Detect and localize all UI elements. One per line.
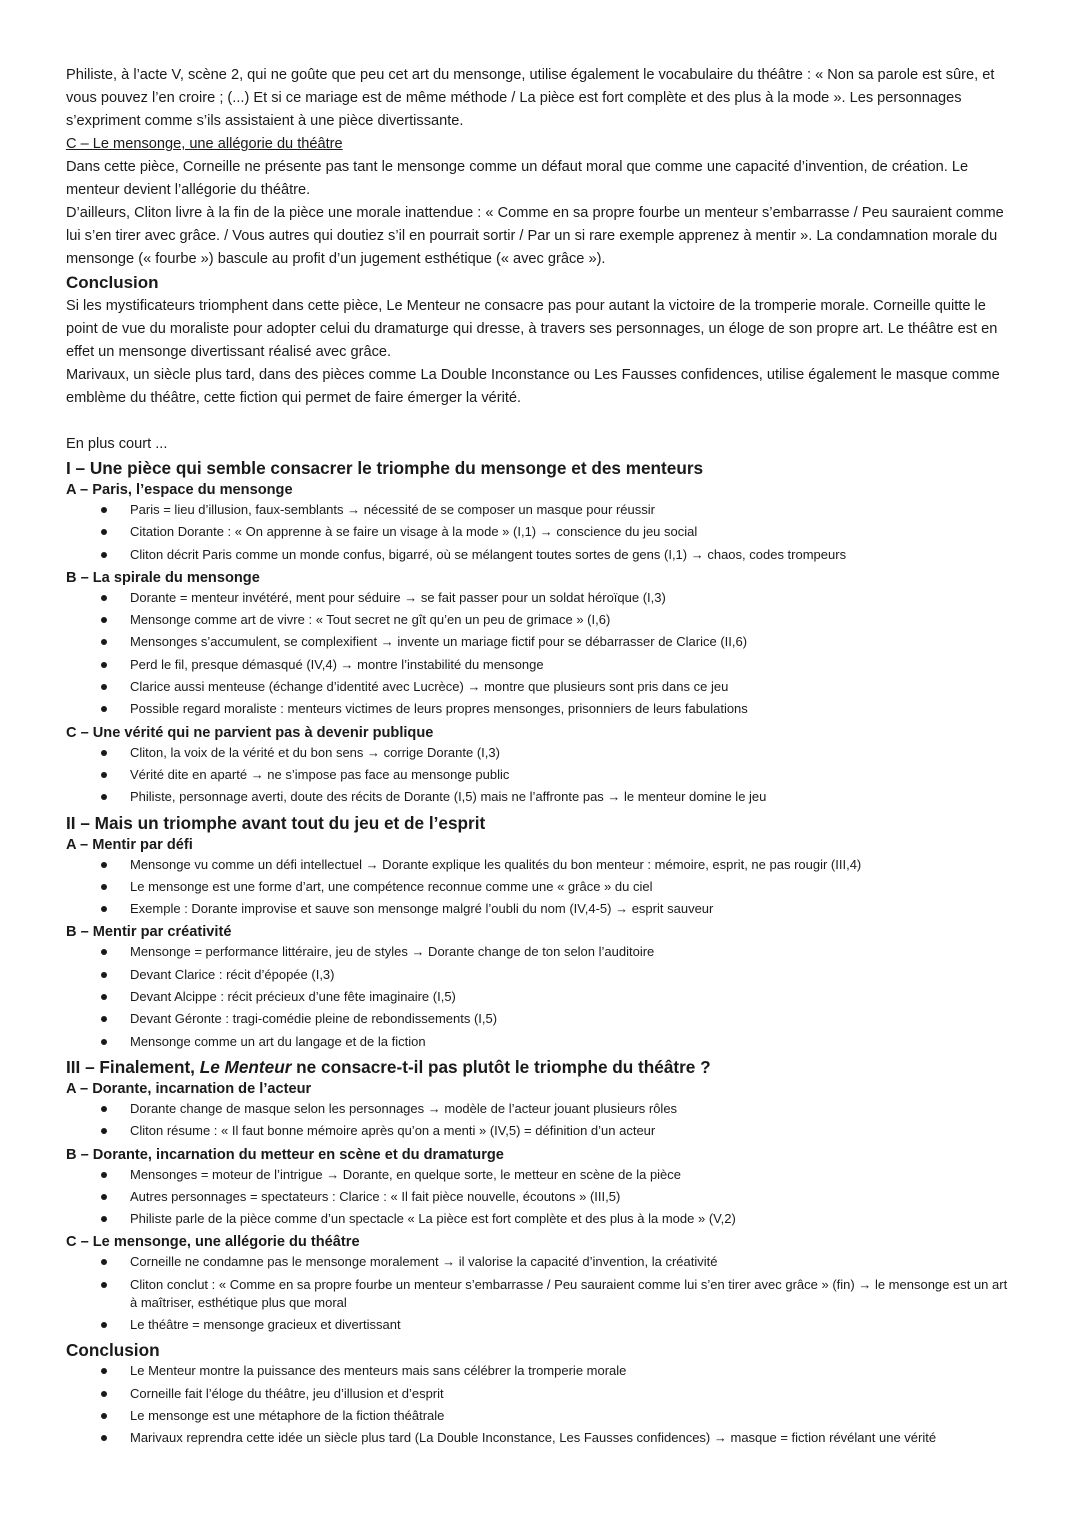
part-2-b-title: B – Mentir par créativité bbox=[66, 924, 232, 941]
part-3-title bbox=[66, 1055, 1016, 1079]
short-conclusion-list bbox=[66, 1362, 1016, 1447]
list-item: Mensonges = moteur de l’intrigue → Dorante, en quelque sorte, le metteur en scène de la pièce bbox=[66, 1166, 1016, 1184]
document-page bbox=[66, 64, 1016, 1452]
paragraph-philiste: Philiste, à l’acte V, scène 2, qui ne goûte que peu cet art du mensonge, utilise également le vocabulaire du théâtre : « Non sa parole est sûre, et vous pouvez l’en croire ; (...) Et si ce mariage est de même méthode / La pièce est fort complète et des plus à la mode ». Les personnages s’expriment comme s’ils assistaient à une pièce divertissante. bbox=[66, 67, 995, 129]
part-1-b-list bbox=[66, 589, 1016, 718]
part-2-b-list bbox=[66, 943, 1016, 1050]
part-3-title-work: Le Menteur bbox=[199, 1056, 292, 1077]
part-2-a-title: A – Mentir par défi bbox=[66, 836, 193, 853]
part-2-a-list bbox=[66, 856, 1016, 919]
list-item: Marivaux reprendra cette idée un siècle plus tard (La Double Inconstance, Les Fausses confidences) → masque = fiction révélant une vérité bbox=[66, 1429, 1016, 1447]
list-item: Corneille fait l’éloge du théâtre, jeu d’illusion et d’esprit bbox=[66, 1385, 1016, 1403]
list-item: Cliton décrit Paris comme un monde confus, bigarré, où se mélangent toutes sortes de gens (I,1) → chaos, codes trompeurs bbox=[66, 546, 1016, 564]
list-item: Citation Dorante : « On apprenne à se faire un visage à la mode » (I,1) → conscience du jeu social bbox=[66, 523, 1016, 541]
part-3-b-list bbox=[66, 1166, 1016, 1229]
list-item: Cliton conclut : « Comme en sa propre fourbe un menteur s’embarrasse / Peu sauraient comme lui s’en tirer avec grâce » (fin) → le mensonge est un art à maîtriser, esthétique plus que moral bbox=[66, 1276, 1016, 1312]
conclusion-heading: Conclusion bbox=[66, 273, 159, 292]
part-3-c-title: C – Le mensonge, une allégorie du théâtre bbox=[66, 1234, 360, 1251]
part-3-title-pre: III – Finalement, bbox=[66, 1056, 200, 1077]
list-item: Philiste, personnage averti, doute des récits de Dorante (I,5) mais ne l’affronte pas → le menteur domine le jeu bbox=[66, 788, 1016, 806]
paragraph-cliton: D’ailleurs, Cliton livre à la fin de la pièce une morale inattendue : « Comme en sa propre fourbe un menteur s’embarrasse / Peu sauraient comme lui s’en tirer avec grâce. / Vous autres qui doutiez s’il en pourrait sortir / Par un si rare exemple apprenez à mentir ». La condamnation morale du mensonge (« fourbe ») bascule au profit d’un jugement esthétique (« avec grâce »). bbox=[66, 205, 1004, 267]
list-item: Corneille ne condamne pas le mensonge moralement → il valorise la capacité d’invention, la créativité bbox=[66, 1253, 1016, 1271]
list-item: Possible regard moraliste : menteurs victimes de leurs propres mensonges, prisonniers de leurs fabulations bbox=[66, 700, 1016, 718]
list-item: Mensonge = performance littéraire, jeu de styles → Dorante change de ton selon l’auditoire bbox=[66, 943, 1016, 961]
paragraph-conclusion-1: Si les mystificateurs triomphent dans cette pièce, Le Menteur ne consacre pas pour autant la victoire de la tromperie morale. Corneille quitte le point de vue du moraliste pour adopter celui du dramaturge qui dresse, à travers ses personnages, un éloge de son propre art. Le théâtre est en effet un mensonge divertissant réalisé avec grâce. bbox=[66, 298, 998, 360]
part-1-c-list bbox=[66, 744, 1016, 807]
part-1-b-title: B – La spirale du mensonge bbox=[66, 569, 260, 586]
short-version-intro: En plus court ... bbox=[66, 436, 168, 452]
part-1-a-list bbox=[66, 501, 1016, 564]
list-item: Mensonges s’accumulent, se complexifient → invente un mariage fictif pour se débarrasser de Clarice (II,6) bbox=[66, 633, 1016, 651]
list-item: Le théâtre = mensonge gracieux et divertissant bbox=[66, 1316, 1016, 1334]
part-2-title: II – Mais un triomphe avant tout du jeu et de l’esprit bbox=[66, 812, 486, 833]
spacer bbox=[66, 410, 1016, 433]
list-item: Autres personnages = spectateurs : Clarice : « Il fait pièce nouvelle, écoutons » (III,5) bbox=[66, 1188, 1016, 1206]
list-item: Paris = lieu d’illusion, faux-semblants → nécessité de se composer un masque pour réussir bbox=[66, 501, 1016, 519]
list-item: Vérité dite en aparté → ne s’impose pas face au mensonge public bbox=[66, 766, 1016, 784]
list-item: Clarice aussi menteuse (échange d’identité avec Lucrèce) → montre que plusieurs sont pris dans ce jeu bbox=[66, 678, 1016, 696]
part-3-c-list bbox=[66, 1253, 1016, 1334]
list-item: Mensonge comme art de vivre : « Tout secret ne gît qu’en un peu de grimace » (I,6) bbox=[66, 611, 1016, 629]
list-item: Devant Géronte : tragi-comédie pleine de rebondissements (I,5) bbox=[66, 1010, 1016, 1028]
part-1-c-title: C – Une vérité qui ne parvient pas à devenir publique bbox=[66, 724, 434, 741]
paragraph-corneille: Dans cette pièce, Corneille ne présente pas tant le mensonge comme un défaut moral que comme une capacité d’invention, de création. Le menteur devient l’allégorie du théâtre. bbox=[66, 159, 969, 198]
list-item: Exemple : Dorante improvise et sauve son mensonge malgré l’oubli du nom (IV,4-5) → esprit sauveur bbox=[66, 900, 1016, 918]
list-item: Le mensonge est une métaphore de la fiction théâtrale bbox=[66, 1407, 1016, 1425]
list-item: Le mensonge est une forme d’art, une compétence reconnue comme une « grâce » du ciel bbox=[66, 878, 1016, 896]
list-item: Cliton, la voix de la vérité et du bon sens → corrige Dorante (I,3) bbox=[66, 744, 1016, 762]
list-item: Cliton résume : « Il faut bonne mémoire après qu’on a menti » (IV,5) = définition d’un acteur bbox=[66, 1122, 1016, 1140]
list-item: Devant Clarice : récit d’épopée (I,3) bbox=[66, 966, 1016, 984]
list-item: Dorante = menteur invétéré, ment pour séduire → se fait passer pour un soldat héroïque (I,3) bbox=[66, 589, 1016, 607]
list-item: Mensonge vu comme un défi intellectuel → Dorante explique les qualités du bon menteur : mémoire, esprit, ne pas rougir (III,4) bbox=[66, 856, 1016, 874]
list-item: Le Menteur montre la puissance des menteurs mais sans célébrer la tromperie morale bbox=[66, 1362, 1016, 1380]
list-item: Philiste parle de la pièce comme d’un spectacle « La pièce est fort complète et des plus à la mode » (V,2) bbox=[66, 1210, 1016, 1228]
list-item: Devant Alcippe : récit précieux d’une fête imaginaire (I,5) bbox=[66, 988, 1016, 1006]
list-item: Dorante change de masque selon les personnages → modèle de l’acteur jouant plusieurs rôles bbox=[66, 1100, 1016, 1118]
part-3-title-post: ne consacre-t-il pas plutôt le triomphe du théâtre ? bbox=[291, 1056, 711, 1077]
part-3-b-title: B – Dorante, incarnation du metteur en scène et du dramaturge bbox=[66, 1146, 504, 1163]
part-3-a-list bbox=[66, 1100, 1016, 1140]
list-item: Mensonge comme un art du langage et de la fiction bbox=[66, 1033, 1016, 1051]
subheading-c-allegory: C – Le mensonge, une allégorie du théâtre bbox=[66, 136, 343, 152]
list-item: Perd le fil, presque démasqué (IV,4) → montre l’instabilité du mensonge bbox=[66, 656, 1016, 674]
paragraph-conclusion-2: Marivaux, un siècle plus tard, dans des pièces comme La Double Inconstance ou Les Fausses confidences, utilise également le masque comme emblème du théâtre, cette fiction qui permet de faire émerger la vérité. bbox=[66, 367, 1000, 406]
short-conclusion-title: Conclusion bbox=[66, 1340, 160, 1361]
part-1-a-title: A – Paris, l’espace du mensonge bbox=[66, 482, 293, 498]
part-3-a-title: A – Dorante, incarnation de l’acteur bbox=[66, 1080, 312, 1097]
part-1-title: I – Une pièce qui semble consacrer le triomphe du mensonge et des menteurs bbox=[66, 458, 704, 478]
